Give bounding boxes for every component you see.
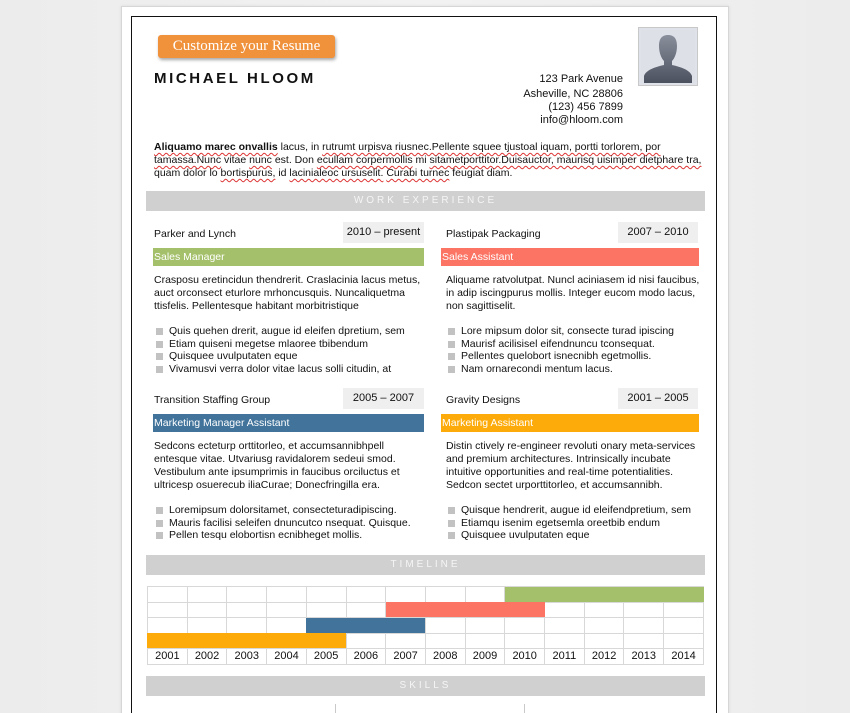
- timeline-cell: [465, 618, 505, 634]
- job-bullet: Quisquee uvulputaten eque: [446, 529, 691, 542]
- timeline-cell: [267, 618, 307, 634]
- timeline-cell: [465, 633, 505, 649]
- timeline-cell: [267, 602, 307, 618]
- summary-text: vitae: [221, 154, 250, 166]
- timeline-cell: [148, 618, 188, 634]
- job-role-bar: Marketing Assistant: [441, 414, 699, 432]
- job-dates: 2010 – present: [343, 222, 424, 243]
- timeline-row: [148, 618, 704, 634]
- job-entry: [154, 388, 425, 548]
- timeline-year-label: 2008: [425, 649, 465, 665]
- timeline-cell: [346, 633, 386, 649]
- timeline-cell: [584, 618, 624, 634]
- timeline-cell: [148, 602, 188, 618]
- timeline-cell: [545, 633, 585, 649]
- summary-text: quam dolor lo: [154, 167, 221, 179]
- timeline-year-label: 2005: [306, 649, 346, 665]
- summary-text: lacus, in: [277, 141, 323, 153]
- job-role-bar: Sales Assistant: [441, 248, 699, 266]
- timeline-bar: [147, 633, 346, 648]
- timeline-cell: [425, 587, 465, 603]
- job-description: Aliquame ratvolutpat. Nuncl aciniasem id nisi faucibus, in adip iscingpurus mollis. Integer eucom modo lacus, non sagittiselit.: [446, 274, 700, 312]
- job-description: Sedcons ecteturp orttitorleo, et accumsannibhpell entesque vitae. Utvariusg ravidalorem sedeui smod. Vestibulum ante ipsumprimis in faucibus orciluctus et ultricesp osuerecub iliaCurae; Donecfringilla era.: [154, 440, 400, 491]
- timeline-cell: [386, 587, 426, 603]
- timeline-cell: [425, 618, 465, 634]
- job-bullet: Quisque hendrerit, augue id eleifendpretium, sem: [446, 504, 691, 517]
- timeline-cell: [465, 587, 505, 603]
- job-entry: [154, 222, 425, 382]
- section-header-skills: SKILLS: [146, 676, 705, 696]
- job-role-bar: Marketing Manager Assistant: [153, 414, 424, 432]
- summary-text: sitametporttitor.Duisauctor, maurisq uisimper dietphare tra,: [429, 154, 702, 166]
- timeline-cell: [624, 602, 664, 618]
- timeline-year-label: 2012: [584, 649, 624, 665]
- contact-city: Asheville, NC 28806: [523, 88, 623, 100]
- timeline-cell: [306, 587, 346, 603]
- timeline-cell: [227, 587, 267, 603]
- timeline-cell: [386, 633, 426, 649]
- candidate-name: MICHAEL HLOOM: [154, 70, 316, 87]
- job-company: Gravity Designs: [446, 394, 521, 406]
- profile-photo: [638, 27, 698, 86]
- summary-text: bortispurus,: [220, 167, 276, 179]
- section-header-timeline: TIMELINE: [146, 555, 705, 575]
- contact-address: 123 Park Avenue: [539, 73, 623, 85]
- summary-text: rutrumt urpisva riusnec.Pellente squee tjustoal iquam, portti torlorem, por tamassa.Nunc: [154, 141, 661, 166]
- timeline-bar: [386, 602, 545, 617]
- job-company: Parker and Lynch: [154, 228, 236, 240]
- timeline-year-label: 2007: [386, 649, 426, 665]
- timeline-cell: [505, 633, 545, 649]
- job-bullet: Pellen tesqu elobortisn ecnibheget mollis.: [154, 529, 411, 542]
- customize-resume-button[interactable]: Customize your Resume: [158, 35, 335, 58]
- job-bullet: Quisquee uvulputaten eque: [154, 350, 405, 363]
- skills-column-divider: [524, 704, 525, 713]
- timeline-year-label: 2001: [148, 649, 188, 665]
- job-entry: [442, 222, 700, 382]
- timeline-year-label: 2002: [187, 649, 227, 665]
- timeline-cell: [664, 602, 704, 618]
- job-bullet: Etiam quiseni megetse mlaoree tbibendum: [154, 338, 405, 351]
- timeline-cell: [545, 618, 585, 634]
- timeline-year-label: 2011: [545, 649, 585, 665]
- job-bullet: Quis quehen drerit, augue id eleifen dpretium, sem: [154, 325, 405, 338]
- timeline-cell: [425, 633, 465, 649]
- summary-text: ecullam corpermollis: [316, 154, 413, 166]
- timeline-cell: [664, 633, 704, 649]
- job-bullet: Etiamqu isenim egetsemla oreetbib endum: [446, 517, 691, 530]
- timeline-bar: [306, 618, 425, 633]
- contact-block: [480, 73, 623, 127]
- timeline-year-label: 2010: [505, 649, 545, 665]
- job-bullet: Loremipsum dolorsitamet, consecteturadipiscing.: [154, 504, 411, 517]
- job-bullet: Vivamusvi verra dolor vitae lacus solli citudin, at: [154, 363, 405, 376]
- timeline-cell: [346, 602, 386, 618]
- job-company: Plastipak Packaging: [446, 228, 541, 240]
- timeline-cell: [584, 633, 624, 649]
- timeline-cell: [187, 618, 227, 634]
- timeline-cell: [346, 587, 386, 603]
- summary-text: nunc: [249, 154, 272, 166]
- job-bullet: Mauris facilisi seleifen dnuncutco nsequat. Quisque.: [154, 517, 411, 530]
- timeline-year-label: 2003: [227, 649, 267, 665]
- timeline-cell: [187, 587, 227, 603]
- timeline-cell: [267, 587, 307, 603]
- skills-column-divider: [335, 704, 336, 713]
- timeline-cell: [664, 618, 704, 634]
- job-bullets: [154, 325, 405, 376]
- timeline-year-row: [148, 649, 704, 665]
- summary-lead: Aliquamo marec onvallis: [154, 141, 278, 153]
- job-description: Distin ctively re-engineer revoluti onary meta-services and premium architectures. Intrinsically incubate intuitive opportunities and real-time potentialities. Sedcon sectet urporttitorleo, et accumsannibh.: [446, 440, 696, 491]
- job-dates: 2005 – 2007: [343, 388, 424, 409]
- job-role-bar: Sales Manager: [153, 248, 424, 266]
- timeline-cell: [505, 618, 545, 634]
- timeline-cell: [584, 602, 624, 618]
- summary-paragraph: [154, 141, 702, 180]
- section-header-work-experience: WORK EXPERIENCE: [146, 191, 705, 211]
- timeline-bar: [505, 587, 704, 602]
- timeline-year-label: 2009: [465, 649, 505, 665]
- summary-text: mi: [412, 154, 430, 166]
- job-bullets: [154, 504, 411, 542]
- job-dates: 2007 – 2010: [618, 222, 698, 243]
- timeline-cell: [187, 602, 227, 618]
- timeline-cell: [306, 602, 346, 618]
- job-dates: 2001 – 2005: [618, 388, 698, 409]
- summary-text: feugiat diam.: [449, 167, 513, 179]
- job-bullet: Lore mipsum dolor sit, consecte turad ipiscing: [446, 325, 674, 338]
- timeline-year-label: 2004: [267, 649, 307, 665]
- summary-text: lacinialeoc ursuselit.: [289, 167, 384, 179]
- timeline-cell: [624, 633, 664, 649]
- job-bullets: [446, 504, 691, 542]
- timeline-cell: [227, 618, 267, 634]
- job-bullet: Pellentes quelobort isnecnibh egetmollis.: [446, 350, 674, 363]
- timeline-year-label: 2014: [664, 649, 704, 665]
- timeline-cell: [148, 587, 188, 603]
- summary-text: Curabi turnec: [386, 167, 450, 179]
- timeline-cell: [624, 618, 664, 634]
- job-description: Crasposu eretincidun thendrerit. Craslacinia lacus metus, auct orconsect eturlore mrhoncusquis. Nuncaliquetma ttisfelis. Pellentesque habitant morbitristique: [154, 274, 421, 312]
- job-bullet: Nam ornarecondi mentum lacus.: [446, 363, 674, 376]
- summary-text: id: [275, 167, 290, 179]
- summary-text: est. Don: [271, 154, 317, 166]
- job-bullets: [446, 325, 674, 376]
- job-company: Transition Staffing Group: [154, 394, 271, 406]
- timeline-year-label: 2006: [346, 649, 386, 665]
- timeline-cell: [545, 602, 585, 618]
- contact-phone: (123) 456 7899: [548, 101, 623, 113]
- contact-email: info@hloom.com: [540, 114, 623, 126]
- timeline-year-label: 2013: [624, 649, 664, 665]
- job-entry: [442, 388, 699, 548]
- job-bullet: Maurisf acilisisel eifendnuncu tconsequat.: [446, 338, 674, 351]
- user-silhouette-icon: [641, 30, 695, 83]
- timeline-cell: [227, 602, 267, 618]
